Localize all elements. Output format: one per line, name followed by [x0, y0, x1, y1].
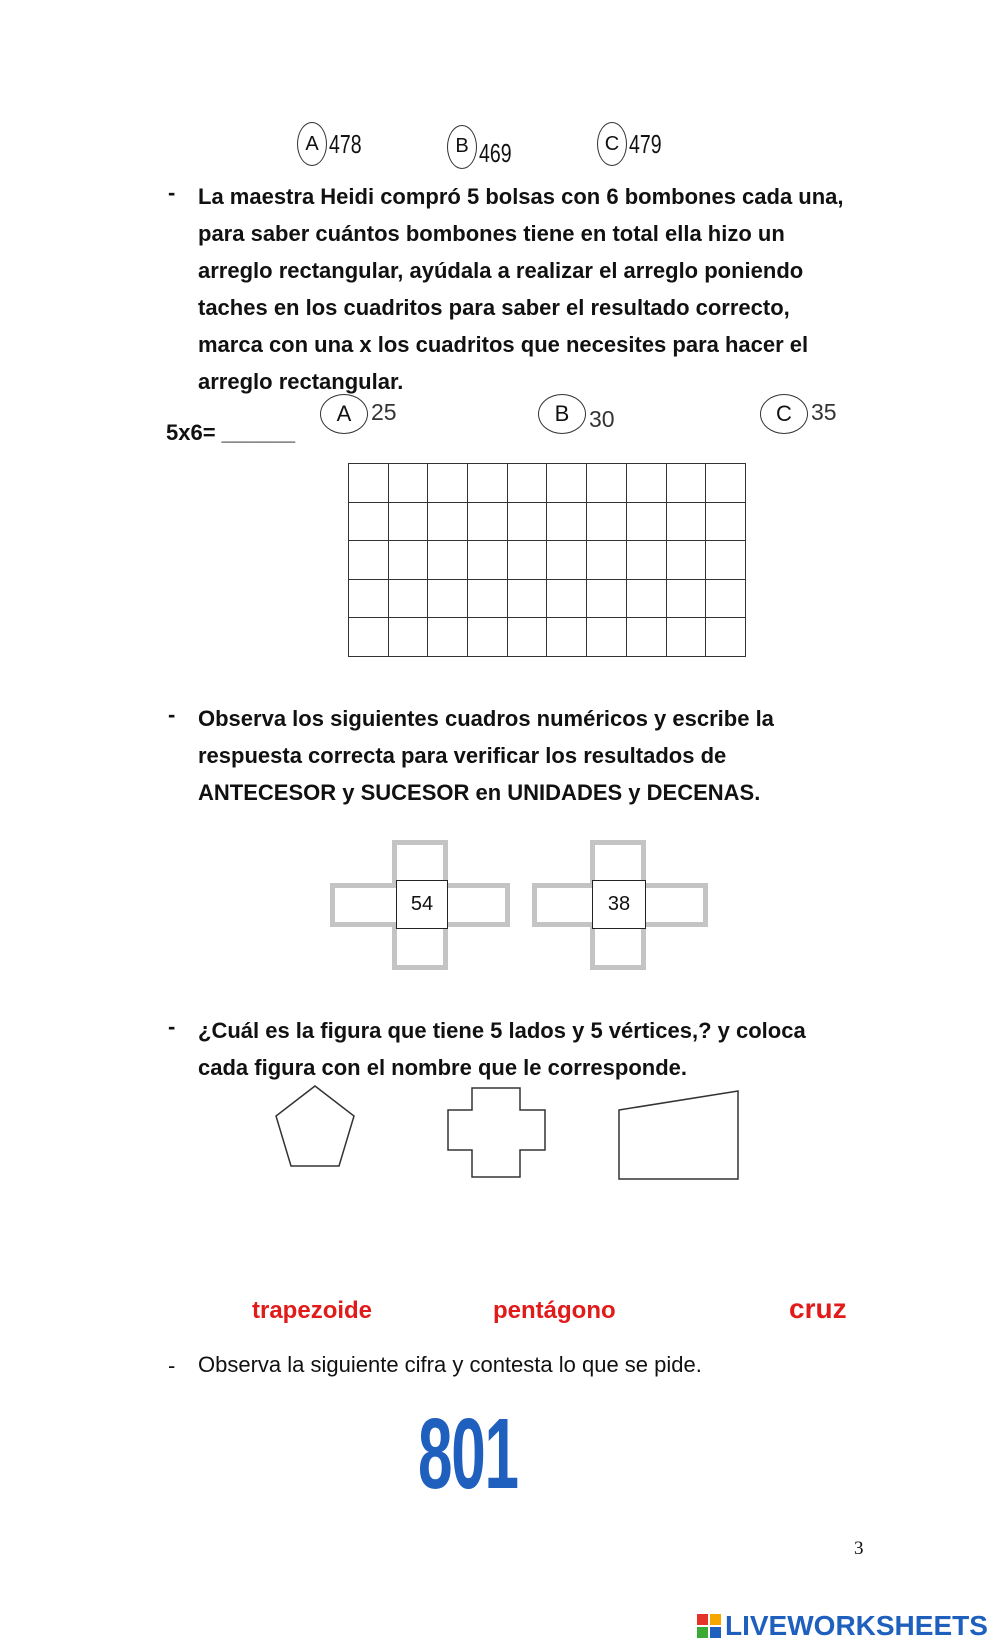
number-cross-2 [532, 840, 712, 970]
grid-cell[interactable] [428, 502, 468, 541]
grid-cell[interactable] [626, 502, 666, 541]
q0-option-a-circle: A [297, 122, 327, 166]
q1-option-c-value: 35 [811, 398, 837, 425]
q1-option-a-circle: A [320, 394, 368, 434]
grid-cell[interactable] [587, 579, 627, 618]
q1-option-c[interactable] [760, 394, 837, 434]
q0-option-c-value: 479 [629, 128, 662, 159]
liveworksheets-brand: LIVEWORKSHEETS [725, 1610, 988, 1641]
q4-bullet: - [168, 1353, 176, 1378]
grid-cell[interactable] [547, 502, 587, 541]
grid-cell[interactable] [666, 618, 706, 657]
grid-cell[interactable] [388, 464, 428, 503]
grid-cell[interactable] [666, 464, 706, 503]
grid-cell[interactable] [706, 579, 746, 618]
grid-cell[interactable] [706, 502, 746, 541]
q1-line: para saber cuántos bombones tiene en total ella hizo un [198, 221, 785, 246]
number-box: 54 [396, 880, 448, 929]
cross-arm-bottom[interactable] [392, 922, 448, 970]
grid-cell[interactable] [428, 618, 468, 657]
cross-arm-bottom[interactable] [590, 922, 646, 970]
q1-option-b-circle: B [538, 394, 586, 434]
q3-bullet: - [168, 1014, 176, 1039]
grid-cell[interactable] [428, 579, 468, 618]
q2-line: ANTECESOR y SUCESOR en UNIDADES y DECENAS. [198, 780, 761, 805]
grid-cell[interactable] [626, 541, 666, 580]
grid-cell[interactable] [507, 618, 547, 657]
grid-cell[interactable] [626, 579, 666, 618]
grid-row [349, 502, 746, 541]
q1-line: arreglo rectangular, ayúdala a realizar el arreglo poniendo [198, 258, 804, 283]
q1-text [198, 178, 860, 400]
q1-line: taches en los cuadritos para saber el resultado correcto, [198, 295, 790, 320]
grid-cell[interactable] [468, 579, 508, 618]
grid-cell[interactable] [666, 502, 706, 541]
q1-option-c-circle: C [760, 394, 808, 434]
grid-cell[interactable] [507, 464, 547, 503]
grid-cell[interactable] [587, 618, 627, 657]
q1-line: arreglo rectangular. [198, 369, 404, 394]
q3-text [198, 1012, 860, 1086]
pentagon-icon[interactable] [272, 1083, 358, 1169]
cross-arm-left[interactable] [532, 883, 596, 927]
liveworksheets-logo-icon [696, 1613, 722, 1639]
page-number: 3 [854, 1538, 864, 1559]
q0-option-c-circle: C [597, 122, 627, 166]
grid-cell[interactable] [349, 541, 389, 580]
cross-arm-left[interactable] [330, 883, 398, 927]
grid-cell[interactable] [706, 541, 746, 580]
grid-cell[interactable] [468, 502, 508, 541]
q0-option-b-circle: B [447, 125, 477, 169]
grid-cell[interactable] [626, 464, 666, 503]
grid-row [349, 541, 746, 580]
grid-cell[interactable] [507, 502, 547, 541]
grid-cell[interactable] [666, 579, 706, 618]
grid-row [349, 618, 746, 657]
grid-cell[interactable] [349, 464, 389, 503]
q1-bullet: - [168, 180, 176, 205]
liveworksheets-logo [696, 1610, 988, 1642]
grid-cell[interactable] [547, 464, 587, 503]
cross-arm-right[interactable] [642, 883, 708, 927]
grid-cell[interactable] [428, 464, 468, 503]
q4-text: Observa la siguiente cifra y contesta lo que se pide. [198, 1352, 702, 1377]
grid-cell[interactable] [706, 618, 746, 657]
grid-cell[interactable] [388, 502, 428, 541]
q3-line: ¿Cuál es la figura que tiene 5 lados y 5 vértices,? y coloca [198, 1018, 806, 1043]
grid-cell[interactable] [428, 541, 468, 580]
grid-cell[interactable] [468, 464, 508, 503]
q0-option-a-value: 478 [329, 128, 362, 159]
number-box: 38 [592, 880, 646, 929]
q3-line: cada figura con el nombre que le corresponde. [198, 1055, 688, 1080]
q0-option-b-value: 469 [479, 138, 512, 168]
q2-line: respuesta correcta para verificar los resultados de [198, 743, 727, 768]
q2-bullet: - [168, 702, 176, 727]
q1-line: La maestra Heidi compró 5 bolsas con 6 bombones cada una, [198, 184, 844, 209]
trapezoid-icon[interactable] [616, 1088, 742, 1184]
grid-cell[interactable] [388, 618, 428, 657]
q2-line: Observa los siguientes cuadros numéricos y escribe la [198, 706, 774, 731]
q2-text [198, 700, 860, 811]
cross-arm-right[interactable] [442, 883, 510, 927]
grid-row [349, 464, 746, 503]
cross-icon[interactable] [446, 1086, 548, 1180]
q1-option-a-value: 25 [371, 398, 397, 425]
grid-cell[interactable] [587, 541, 627, 580]
shape-name-cruz[interactable]: cruz [789, 1293, 847, 1324]
shape-name-trapezoide[interactable]: trapezoide [252, 1297, 373, 1324]
q1-option-b[interactable] [538, 394, 615, 434]
grid-cell[interactable] [626, 618, 666, 657]
grid-cell[interactable] [349, 502, 389, 541]
grid-cell[interactable] [388, 541, 428, 580]
grid-cell[interactable] [547, 541, 587, 580]
grid-cell[interactable] [349, 579, 389, 618]
grid-cell[interactable] [547, 579, 587, 618]
q1-option-b-value: 30 [589, 405, 615, 432]
q0-option-c[interactable] [597, 122, 672, 166]
grid-cell[interactable] [547, 618, 587, 657]
grid-row [349, 579, 746, 618]
q0-option-a[interactable] [297, 122, 372, 166]
shape-name-pentagono[interactable]: pentágono [493, 1297, 616, 1324]
q1-line: marca con una x los cuadritos que necesites para hacer el [198, 332, 809, 357]
grid-cell[interactable] [349, 618, 389, 657]
q1-equation[interactable]: 5x6= ______ [166, 420, 296, 445]
grid-cell[interactable] [666, 541, 706, 580]
q1-option-a[interactable] [320, 394, 397, 434]
array-grid [348, 463, 746, 657]
number-cross-1 [330, 840, 510, 970]
grid-cell[interactable] [587, 502, 627, 541]
grid-cell[interactable] [507, 579, 547, 618]
grid-cell[interactable] [507, 541, 547, 580]
grid-cell[interactable] [468, 541, 508, 580]
number-801: 801 [418, 1398, 518, 1510]
grid-cell[interactable] [587, 464, 627, 503]
grid-cell[interactable] [706, 464, 746, 503]
grid-cell[interactable] [468, 618, 508, 657]
q0-option-b[interactable] [447, 124, 522, 169]
grid-cell[interactable] [388, 579, 428, 618]
